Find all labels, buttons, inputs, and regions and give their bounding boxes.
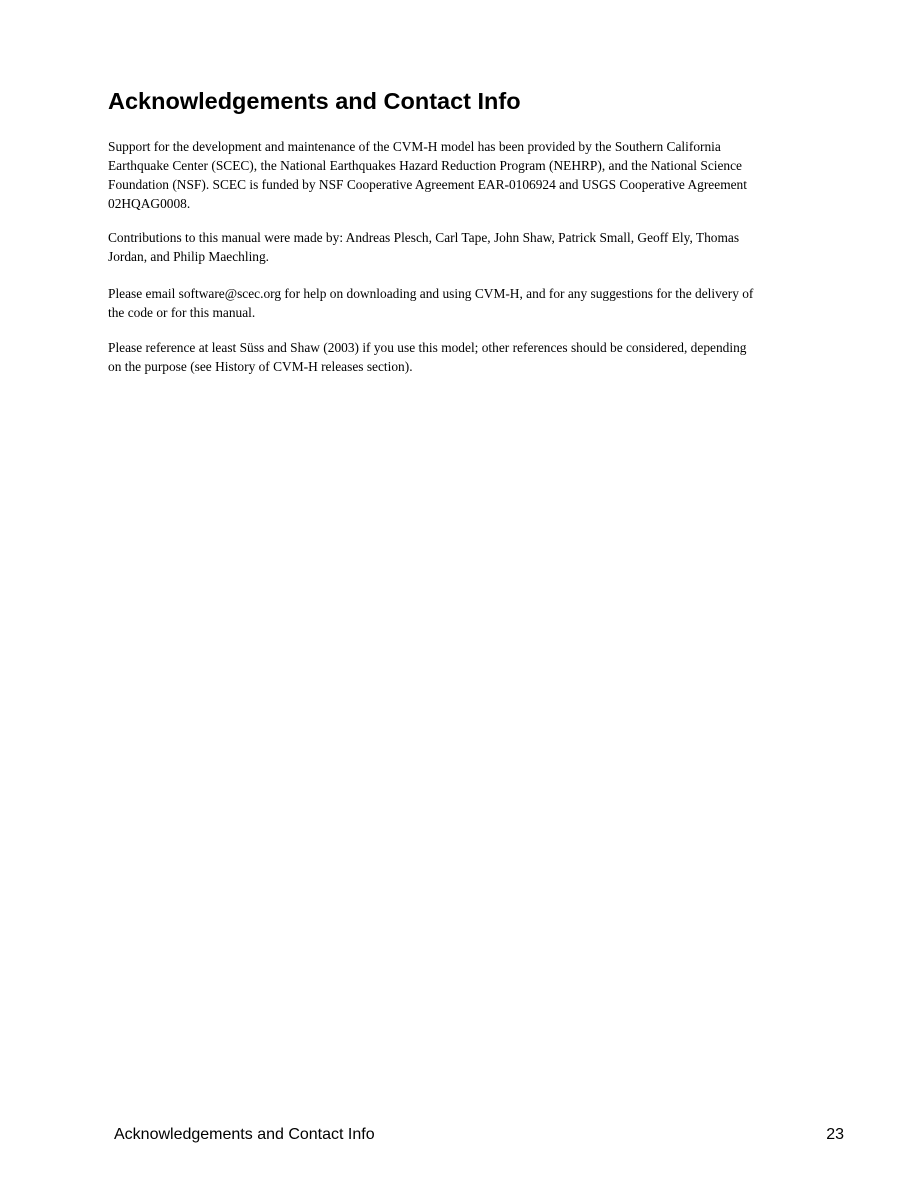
paragraph-line: Jordan, and Philip Maechling. — [108, 249, 270, 264]
paragraph-line: Contributions to this manual were made by: Andreas Plesch, Carl Tape, John Shaw, Patrick Small, Geoff Ely, Thomas — [108, 230, 740, 245]
paragraph-line: Please email software@scec.org for help on downloading and using CVM-H, and for any suggestions for the delivery of — [108, 286, 754, 301]
paragraph-line: Earthquake Center (SCEC), the National Earthquakes Hazard Reduction Program (NEHRP), and the National Science — [108, 158, 743, 173]
paragraph-line: Please reference at least Süss and Shaw (2003) if you use this model; other references should be considered, depending — [108, 340, 747, 355]
paragraph-contact-email — [108, 284, 843, 322]
paragraph-line: on the purpose (see History of CVM-H releases section). — [108, 359, 413, 374]
paragraph-line: Foundation (NSF). SCEC is funded by NSF Cooperative Agreement EAR-0106924 and USGS Cooperative Agreement — [108, 177, 747, 192]
paragraph-contributions — [108, 228, 843, 266]
paragraph-line: 02HQAG0008. — [108, 196, 191, 211]
paragraph-line: the code or for this manual. — [108, 305, 256, 320]
paragraph-line: Support for the development and maintenance of the CVM-H model has been provided by the Southern California — [108, 139, 721, 154]
paragraph-reference — [108, 338, 843, 376]
footer-title: Acknowledgements and Contact Info — [114, 1126, 375, 1143]
page-title: Acknowledgements and Contact Info — [108, 88, 521, 114]
page-number: 23 — [826, 1126, 844, 1143]
paragraph-support — [108, 137, 843, 213]
